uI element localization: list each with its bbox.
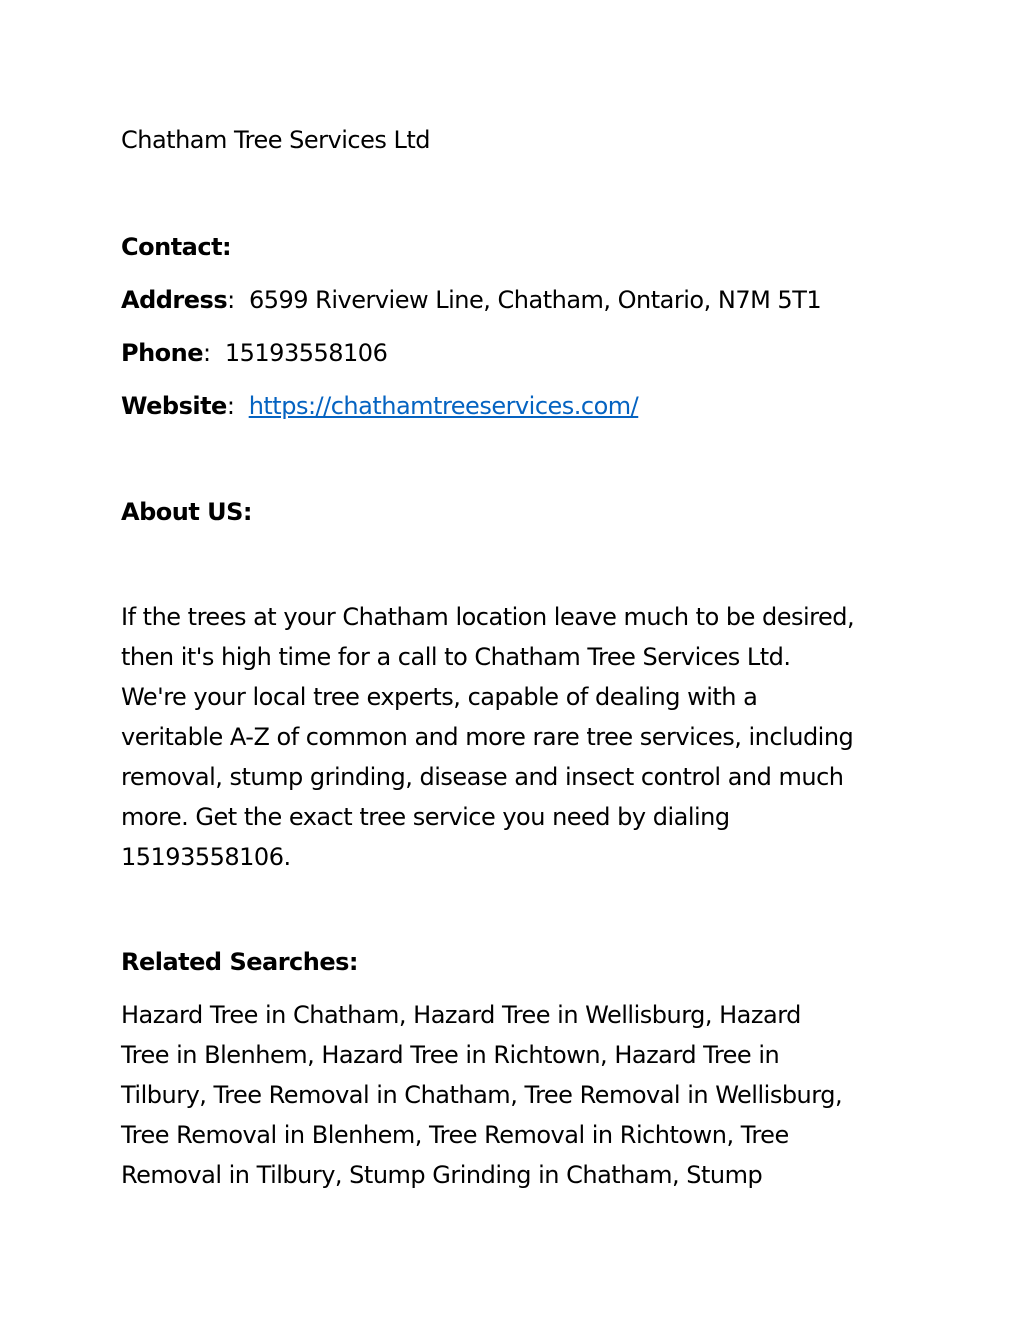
related-line: Hazard Tree in Chatham, Hazard Tree in Wellisburg, Hazard	[121, 1001, 801, 1029]
about-line: We're your local tree experts, capable of dealing with a	[121, 683, 758, 711]
phone-row	[121, 338, 387, 368]
related-heading: Related Searches:	[121, 948, 359, 976]
related-line: Tree Removal in Blenhem, Tree Removal in Richtown, Tree	[121, 1121, 789, 1149]
related-line: Tilbury, Tree Removal in Chatham, Tree Removal in Wellisburg,	[121, 1081, 843, 1109]
about-line: then it's high time for a call to Chatham Tree Services Ltd.	[121, 643, 791, 671]
related-line: Removal in Tilbury, Stump Grinding in Chatham, Stump	[121, 1161, 763, 1189]
address-value: 6599 Riverview Line, Chatham, Ontario, N7M 5T1	[248, 286, 822, 314]
about-line: If the trees at your Chatham location leave much to be desired,	[121, 603, 855, 631]
about-heading: About US:	[121, 498, 253, 526]
about-line: veritable A-Z of common and more rare tree services, including	[121, 723, 854, 751]
phone-value: 15193558106	[224, 339, 388, 367]
about-line: more. Get the exact tree service you need by dialing	[121, 803, 730, 831]
related-line: Tree in Blenhem, Hazard Tree in Richtown, Hazard Tree in	[121, 1041, 780, 1069]
phone-colon: :	[203, 339, 225, 367]
website-link[interactable]: https://chathamtreeservices.com/	[248, 392, 639, 420]
company-name: Chatham Tree Services Ltd	[121, 126, 430, 154]
about-line: removal, stump grinding, disease and insect control and much	[121, 763, 844, 791]
website-label: Website	[121, 392, 227, 420]
about-paragraph	[121, 597, 911, 877]
address-colon: :	[227, 286, 249, 314]
website-row	[121, 391, 638, 421]
address-label: Address	[121, 286, 228, 314]
related-paragraph	[121, 995, 911, 1195]
phone-label: Phone	[121, 339, 204, 367]
address-row	[121, 285, 821, 315]
about-line: 15193558106.	[121, 843, 291, 871]
contact-heading: Contact:	[121, 233, 232, 261]
website-colon: :	[226, 392, 249, 420]
